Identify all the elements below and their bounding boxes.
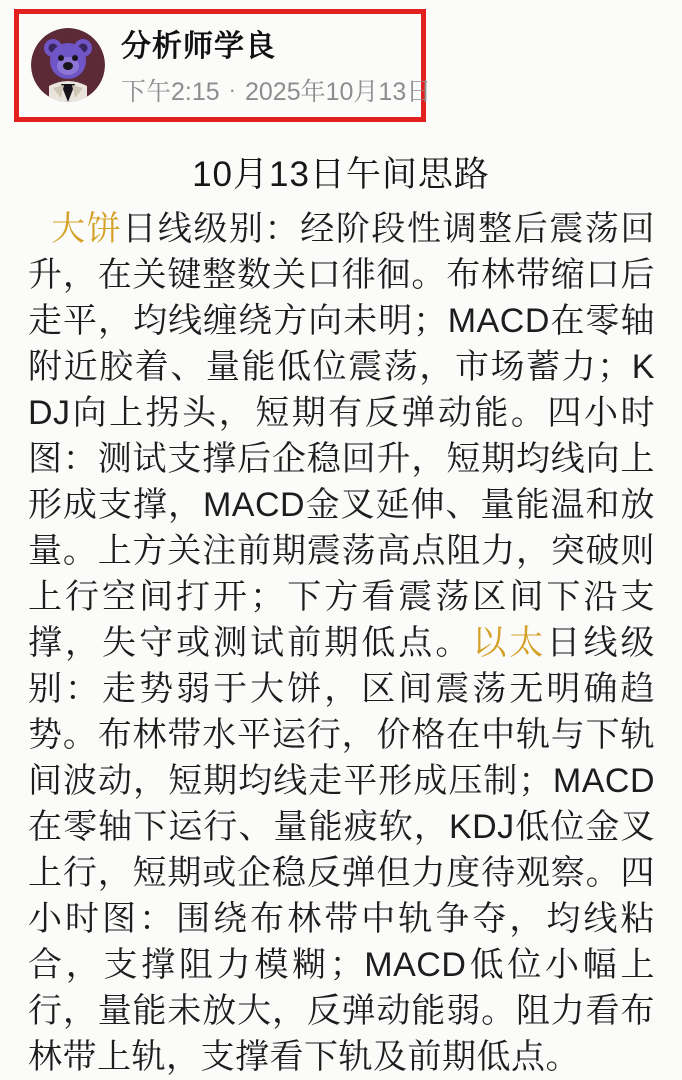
post-body <box>28 206 655 1080</box>
username[interactable]: 分析师学良 <box>121 30 276 63</box>
post-meta <box>121 72 432 108</box>
post-title: 10月13日午间思路 <box>192 155 490 194</box>
page <box>0 9 682 1076</box>
meta-separator-dot: · <box>228 77 236 102</box>
post-date: 2025年10月13日 <box>245 78 432 106</box>
post-time: 下午2:15 <box>121 78 220 106</box>
body-text-segment: 日线级别：经阶段性调整后震荡回升，在关键整数关口徘徊。布林带缩口后走平，均线缠绕方向未明；MACD在零轴附近胶着、量能低位震荡，市场蓄力；KDJ向上拐头，短期有反弹动能。四小时图：测试支撑后企稳回升，短期均线向上形成支撑，MACD金叉延伸、量能温和放量。上方关注前期震荡高点阻力，突破则上行空间打开；下方看震荡区间下沿支撑，失守或测试前期低点。 <box>28 210 656 662</box>
body-text-segment: 日线级别：走势弱于大饼，区间震荡无明确趋势。布林带水平运行，价格在中轨与下轨间波动，短期均线走平形成压制；MACD在零轴下运行、量能疲软，KDJ低位金叉上行，短期或企稳反弹但力度待观察。四小时图：围绕布林带中轨争夺，均线粘合，支撑阻力模糊；MACD低位小幅上行，量能未放大，反弹动能弱。阻力看布林带上轨，支撑看下轨及前期低点。 <box>28 624 655 1076</box>
ticker-highlight: 以太 <box>472 624 547 662</box>
post-header-annotation-box <box>14 9 432 122</box>
ticker-highlight: 大饼 <box>51 210 123 248</box>
bear-avatar-icon[interactable] <box>31 28 105 102</box>
post-header-text <box>121 21 432 108</box>
